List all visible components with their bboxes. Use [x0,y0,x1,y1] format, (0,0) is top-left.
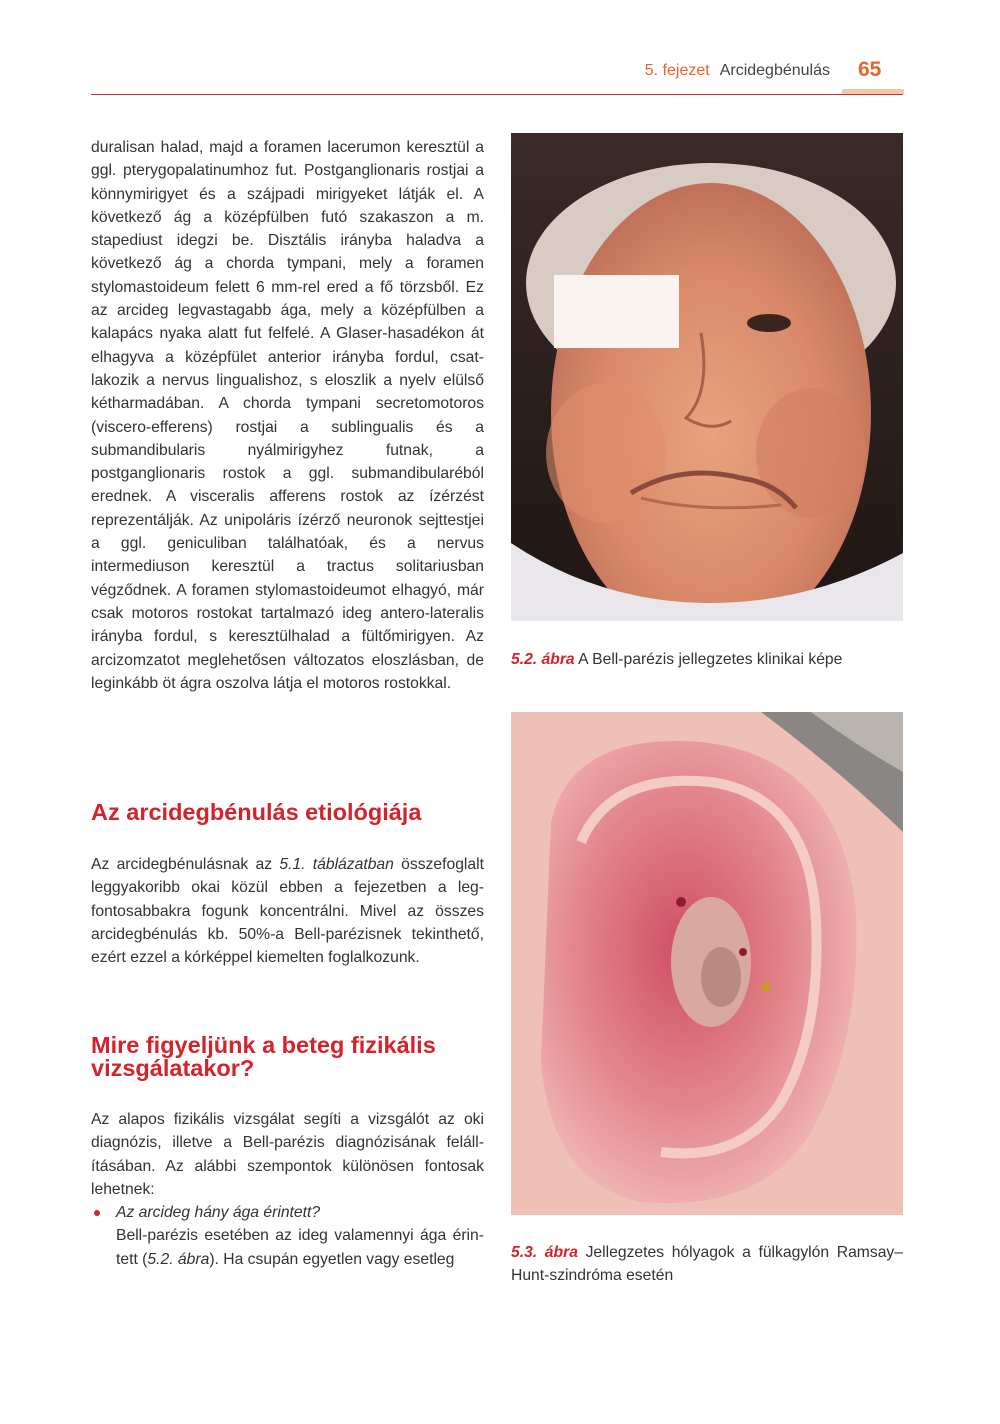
chapter-title: Arcidegbénulás [719,62,830,79]
figure-5-3-caption [511,1241,903,1287]
bullet-icon [94,1210,100,1216]
bullet-text-start: Bell-parézis esetében az ideg valamennyi ága érintett ( [116,1227,484,1268]
examination-block [91,1108,484,1271]
table-reference: 5.1. táblázatban [279,856,394,873]
etiology-block [91,853,484,969]
ear-photo-illustration [511,712,903,1215]
figure-caption-text: Jellegzetes hólyagok a fülkagylón Ramsay–Hunt-szindróma esetén [511,1244,903,1284]
examination-paragraph: Az alapos fizikális vizsgálat segíti a vizsgálót az oki diagnózis, illetve a Bell-parézis diagnózisának felállításában. Az alábbi szempontok különösen fontosak lehetnek: [91,1111,484,1198]
section-heading-examination [91,1034,511,1080]
bullet-text-end: ). Ha csupán egyetlen vagy esetleg [209,1250,455,1268]
page-number-underline [842,89,904,94]
heading-line-2: vizsgálatakor? [91,1055,255,1081]
figure-caption-text: A Bell-parézis jellegzetes klinikai képe [578,651,843,668]
bullet-item [91,1201,484,1271]
etiology-text-start: Az arcidegbénulásnak az [91,856,280,873]
bullet-text [116,1224,484,1271]
etiology-paragraph [91,853,484,969]
chapter-label: 5. fejezet [644,62,710,79]
intro-paragraph: duralisan halad, majd a foramen lacerumon keresztül a ggl. pterygopalatinumhoz fut. Postganglionaris rostjai a könnymirigyet és a szájpadi mirigyeket látják el. A következő ág a középfülben futó szakaszon a m. stapediust idegzi be. Disztális irányba haladva a következő ág a chorda tympani, mely a foramen stylomastoideum felett 6 mm-rel ered a fő törzsből. Ez az arcideg legvastagabb ága, mely a középfülben a kalapács nyaka alatt fut felfelé. A Glaser-hasadékon át elhagyva a középfület anterior irányba fordul, csatlakozik a nervus lingualishoz, s eloszlik a nyelv elülső kétharmadában. A chorda tympani secretomotoros (viscero-efferens) rostjai a sublingualis és a submandibularis nyálmirigyhez futnak, a postganglionaris rostok a ggl. submandibularéból erednek. A visceralis afferens rostok az ízérzést reprezentálják. Az unipoláris ízérző neuronok sejttestjei a ggl. geniculiban találhatóak, és a nervus intermediuson keresztül a tractus solitariusban végződnek. A foramen stylomastoideumot elhagyó, már csak motoros rostokat tartalmazó ideg antero-lateralis irányba fordul, s keresztülhalad a fültőmirigyen. Az arcizomzatot meglehetősen változatos eloszlásban, de leginkább öt ágra oszolva látja el motoros rostokkal. [91,139,484,692]
intro-block [91,136,484,695]
figure-5-2-photo [511,133,903,621]
figure-5-2-caption [511,648,903,671]
page-number: 65 [858,58,882,81]
figure-number: 5.2. ábra [511,651,575,668]
figure-number: 5.3. ábra [511,1244,578,1261]
header-rule [91,94,903,95]
etiology-text-end: összefoglalt leggyakoribb okai közül ebben a fejezetben a legfontosabbakra fogunk koncentrálni. Mivel az összes arcidegbénulás kb. 50%-a Bell-parézisnek tekinthető, ezért ezzel a kórképpel kiemelten foglalkozunk. [91,856,484,967]
bullet-question: Az arcideg hány ága érintett? [116,1204,321,1222]
figure-reference: 5.2. ábra [147,1250,210,1268]
heading-line-1: Mire figyeljünk a beteg fizikális [91,1032,436,1058]
face-photo-illustration [511,133,903,621]
figure-5-3-photo [511,712,903,1215]
running-head [645,62,830,80]
section-heading-etiology: Az arcidegbénulás etiológiája [91,799,422,825]
